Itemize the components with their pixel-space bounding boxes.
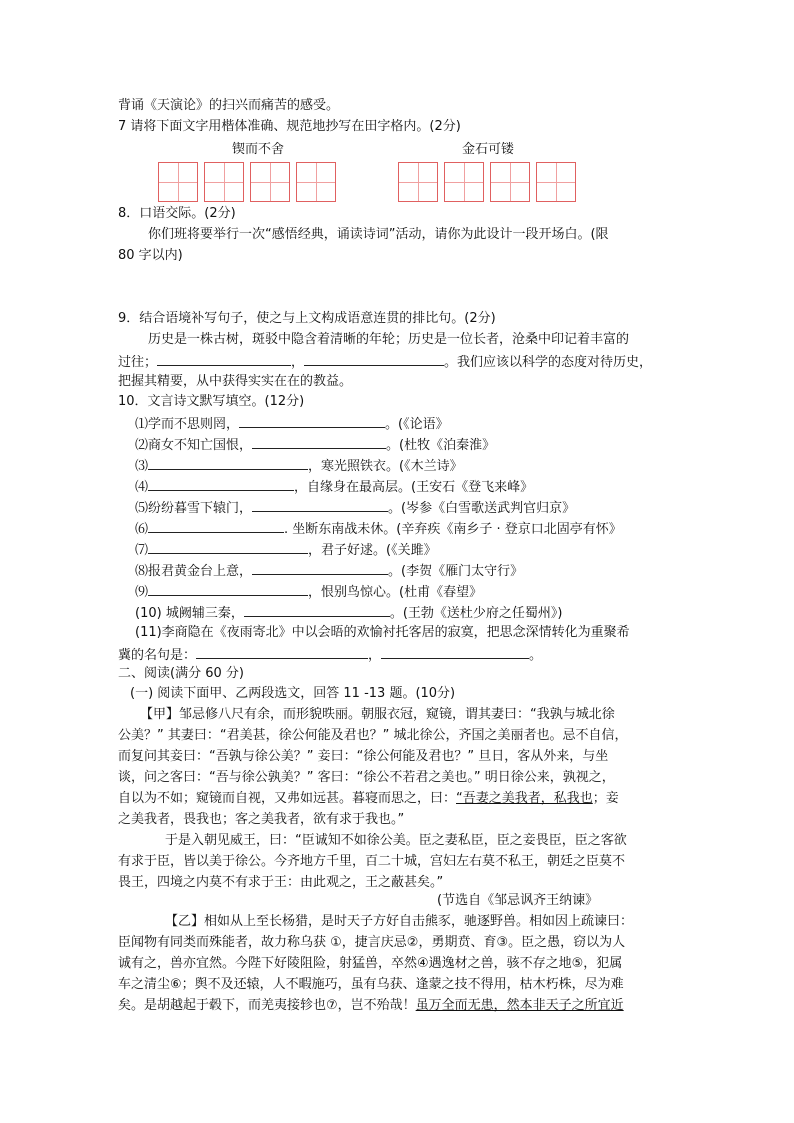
text-seg: (10) 城阙辅三秦，: [135, 606, 244, 621]
text-seg: 冀的名句是：: [118, 648, 197, 663]
answer-blank[interactable]: [239, 413, 385, 428]
phrase-label: 锲而不舍: [232, 142, 285, 157]
passage-line: 【甲】邹忌修八尺有余，而形貌昳丽。朝服衣冠，窥镜，谓其妻曰：“我孰与城北徐: [140, 707, 615, 722]
answer-blank[interactable]: [148, 539, 308, 554]
text-seg: ⑶: [135, 459, 149, 474]
answer-blank[interactable]: [381, 644, 529, 659]
answer-blank[interactable]: [157, 351, 291, 366]
grid-cell[interactable]: [158, 162, 198, 202]
text-seg: ，: [291, 355, 305, 370]
text-line: [118, 351, 678, 373]
text-seg: ⑸纷纷暮雪下辕门，: [135, 501, 253, 516]
text-seg: 自以为不如；窥镜而自视，又弗如远甚。暮寝而思之，曰：: [118, 791, 457, 806]
text-seg: 过往；: [118, 355, 158, 370]
fill-item: [135, 602, 695, 624]
passage-line: 畏王，四境之内莫不有求于王：由此观之，王之蔽甚矣。”: [118, 875, 444, 890]
passage-line: 而复问其妾曰：“吾孰与徐公美？” 妾曰：“徐公何能及君也？” 旦日，客从外来，与坐: [118, 749, 609, 764]
text-seg: . 坐断东南战未休。(辛弃疾《南乡子 · 登京口北固亭有怀》: [284, 522, 622, 537]
text-seg: ，寒光照铁衣。(《木兰诗》: [308, 459, 463, 474]
text-seg: 矣。是胡越起于毂下，而羌夷接轸也⑦，岂不殆哉！: [118, 998, 416, 1013]
fill-item: [135, 413, 695, 435]
grid-cell[interactable]: [536, 162, 576, 202]
answer-blank[interactable]: [304, 351, 444, 366]
passage-line: 有求于臣，皆以美于徐公。今齐地方千里，百二十城，宫妇左右莫不私王，朝廷之臣莫不: [118, 854, 626, 869]
grid-cell[interactable]: [490, 162, 530, 202]
answer-blank[interactable]: [252, 560, 388, 575]
fill-item: [135, 455, 695, 477]
answer-blank[interactable]: [244, 602, 390, 617]
tianzi-grid[interactable]: [398, 162, 582, 202]
fill-item: [135, 497, 695, 519]
fill-item: [135, 476, 695, 498]
answer-blank[interactable]: [148, 581, 308, 596]
passage-line: 公美？” 其妻曰：“君美甚，徐公何能及君也？” 城北徐公，齐国之美丽者也。忌不自信，: [118, 728, 628, 743]
text-seg: ⑺: [135, 543, 149, 558]
text-seg: 。: [529, 648, 543, 663]
tianzi-grid[interactable]: [158, 162, 342, 202]
fill-item: [135, 518, 695, 540]
answer-blank[interactable]: [148, 518, 284, 533]
answer-blank[interactable]: [252, 434, 386, 449]
passage-line: 臣闻物有同类而殊能者，故力称乌获 ①，捷言庆忌②，勇期贲、育③。臣之愚，窃以为人: [118, 935, 626, 950]
text-seg: ⑹: [135, 522, 149, 537]
grid-cell[interactable]: [444, 162, 484, 202]
question-9: 9．结合语境补写句子，使之与上文构成语意连贯的排比句。(2分): [118, 311, 496, 326]
question-10: 10．文言诗文默写填空。(12分): [118, 394, 305, 409]
underlined-sentence: “吾妻之美我者，私我也: [456, 791, 593, 806]
text-line: 你们班将要举行一次“感悟经典，诵读诗词”活动，请你为此设计一段开场白。(限: [148, 227, 609, 242]
passage-line: 诚有之，兽亦宜然。今陛下好陵阻险，射猛兽，卒然④遇逸材之兽，骇不存之地⑤，犯属: [118, 956, 623, 971]
text-seg: ⑻报君黄金台上意，: [135, 564, 253, 579]
grid-cell[interactable]: [250, 162, 290, 202]
grid-cell[interactable]: [398, 162, 438, 202]
passage-line: 谈，问之客曰：“吾与徐公孰美？” 客曰：“徐公不若君之美也。” 明日徐公来，孰视之，: [118, 770, 615, 785]
text-seg: 。(岑参《白雪歌送武判官归京》: [388, 501, 576, 516]
text-seg: 。(王勃《送杜少府之任蜀州》): [389, 606, 563, 621]
grid-cell[interactable]: [296, 162, 336, 202]
text-seg: ⑴学而不思则罔，: [135, 417, 240, 432]
phrase-label: 金石可镂: [462, 142, 515, 157]
text-line: 背诵《天演论》的扫兴而痛苦的感受。: [118, 98, 340, 113]
text-seg: ，恨别鸟惊心。(杜甫《春望》: [308, 585, 483, 600]
text-seg: ，君子好逑。(《关雎》: [308, 543, 437, 558]
text-line: 把握其精要，从中获得实实在在的教益。: [118, 374, 353, 389]
text-seg: 。(李贺《雁门太守行》: [388, 564, 524, 579]
text-line: 80 字以内): [118, 248, 183, 263]
fill-item: [135, 434, 695, 456]
text-seg: 。我们应该以科学的态度对待历史，: [444, 355, 653, 370]
text-seg: ⑼: [135, 585, 149, 600]
answer-blank[interactable]: [252, 497, 388, 512]
text-seg: ⑵商女不知亡国恨，: [135, 438, 253, 453]
subsection-heading: (一) 阅读下面甲、乙两段选文，回答 11 -13 题。(10分): [130, 686, 456, 701]
fill-item: [135, 539, 695, 561]
fill-item: [135, 560, 695, 582]
text-seg: ，: [368, 648, 382, 663]
fill-item: [118, 644, 678, 666]
passage-line: 于是入朝见威王，曰：“臣诚知不如徐公美。臣之妻私臣，臣之妾畏臣，臣之客欲: [165, 833, 627, 848]
passage-line: 【乙】相如从上至长杨猎，是时天子方好自击熊豕，驰逐野兽。相如因上疏谏曰：: [165, 914, 634, 929]
question-8: 8．口语交际。(2分): [118, 206, 236, 221]
passage-line: [118, 789, 678, 809]
underlined-sentence: 虽万全而无患，然本非天子之所宜近: [415, 998, 624, 1013]
passage-line: [118, 996, 678, 1016]
text-line: 历史是一株古树，斑驳中隐含着清晰的年轮；历史是一位长者，沧桑中印记着丰富的: [148, 332, 630, 347]
text-seg: ⑷: [135, 480, 149, 495]
text-seg: 。(杜牧《泊秦淮》: [386, 438, 496, 453]
passage-line: 车之清尘⑥；舆不及还辕，人不暇施巧，虽有乌获、逢蒙之技不得用，枯木朽株，尽为难: [118, 977, 624, 992]
text-seg: 。(《论语》: [385, 417, 449, 432]
fill-item: (11)李商隐在《夜雨寄北》中以会晤的欢愉衬托客居的寂寞，把思念深情转化为重聚希: [135, 625, 630, 640]
section-heading: 二、阅读(满分 60 分): [118, 666, 244, 681]
answer-blank[interactable]: [196, 644, 368, 659]
text-seg: ；妾: [592, 791, 619, 806]
fill-item: [135, 581, 695, 603]
answer-blank[interactable]: [148, 476, 294, 491]
grid-cell[interactable]: [204, 162, 244, 202]
answer-blank[interactable]: [148, 455, 308, 470]
passage-line: 之美我者，畏我也；客之美我者，欲有求于我也。”: [118, 812, 405, 827]
text-seg: ，自缘身在最高层。(王安石《登飞来峰》: [294, 480, 534, 495]
question-7: 7 请将下面文字用楷体准确、规范地抄写在田字格内。(2分): [118, 119, 461, 134]
source-note: (节选自《邹忌讽齐王纳谏》: [437, 893, 599, 908]
